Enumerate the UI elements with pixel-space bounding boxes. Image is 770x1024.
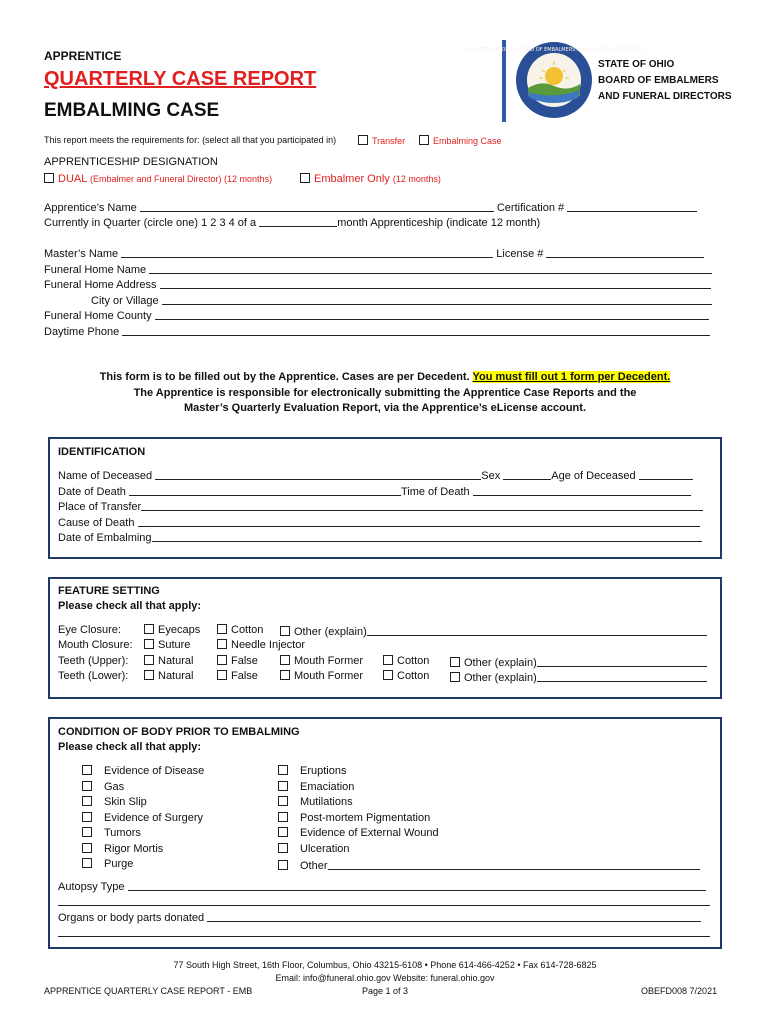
eye-other-input[interactable] xyxy=(367,624,707,636)
time-of-death-input[interactable] xyxy=(473,484,691,496)
condition-instruction: Please check all that apply: xyxy=(58,741,202,753)
funeral-home-address-field[interactable]: Funeral Home Address xyxy=(44,277,711,291)
condition-checkbox[interactable] xyxy=(82,796,92,806)
condition-item[interactable] xyxy=(278,781,354,793)
teeth-upper-label: Teeth (Upper): xyxy=(58,655,129,667)
condition-checkbox[interactable] xyxy=(278,812,288,822)
condition-item[interactable] xyxy=(82,796,147,808)
eyecaps-option[interactable]: Eyecaps xyxy=(144,624,200,636)
transfer-checkbox[interactable] xyxy=(358,135,368,145)
date-of-death-field[interactable]: Date of Death Time of Death xyxy=(58,484,691,498)
footer-contact-line: Email: info@funeral.ohio.gov Website: funeral.ohio.gov xyxy=(275,973,495,983)
lower-false-checkbox[interactable] xyxy=(217,670,227,680)
embalming-case-option[interactable]: Embalming Case xyxy=(419,135,502,146)
condition-item[interactable] xyxy=(82,765,204,777)
funeral-home-name-input[interactable] xyxy=(149,262,712,274)
phone-input[interactable] xyxy=(122,324,710,336)
upper-natural-option[interactable]: Natural xyxy=(144,655,193,667)
upper-false-option[interactable]: False xyxy=(217,655,258,667)
teeth-lower-label: Teeth (Lower): xyxy=(58,670,129,682)
eye-other-option[interactable]: Other (explain) xyxy=(280,624,707,638)
feature-setting-instruction: Please check all that apply: xyxy=(58,600,202,612)
lower-other-input[interactable] xyxy=(537,670,707,682)
condition-item[interactable] xyxy=(82,858,133,870)
lower-other-checkbox[interactable] xyxy=(450,672,460,682)
condition-item[interactable] xyxy=(82,843,163,855)
condition-checkbox[interactable] xyxy=(82,765,92,775)
page-subtitle: EMBALMING CASE xyxy=(44,100,220,121)
month-input[interactable] xyxy=(259,215,337,227)
agency-line-2: BOARD OF EMBALMERS xyxy=(598,75,719,86)
condition-item-label: Emaciation xyxy=(300,780,355,793)
city-field[interactable]: City or Village xyxy=(91,293,712,307)
condition-item-label: Evidence of Surgery xyxy=(104,811,204,824)
footer-address-line: 77 South High Street, 16th Floor, Columbus, Ohio 43215-6108 • Phone 614-466-4252 • Fax 614-728-6825 xyxy=(173,960,597,970)
place-of-transfer-input[interactable] xyxy=(141,499,703,511)
condition-item-label: Gas xyxy=(104,780,125,793)
eyecaps-checkbox[interactable] xyxy=(144,624,154,634)
lower-natural-option[interactable]: Natural xyxy=(144,670,193,682)
license-input[interactable] xyxy=(546,246,704,258)
designation-heading: APPRENTICESHIP DESIGNATION xyxy=(44,156,218,168)
lower-cotton-checkbox[interactable] xyxy=(383,670,393,680)
condition-item[interactable] xyxy=(278,843,350,855)
cause-of-death-field[interactable]: Cause of Death xyxy=(58,515,700,529)
instructions-line-1: This form is to be filled out by the Apprentice. Cases are per Decedent. You must fill out 1 form per Decedent. xyxy=(99,371,671,383)
agency-line-3: AND FUNERAL DIRECTORS xyxy=(598,91,732,102)
funeral-home-name-field[interactable]: Funeral Home Name xyxy=(44,262,712,276)
condition-item[interactable] xyxy=(82,812,203,824)
condition-item-label: Ulceration xyxy=(300,842,350,855)
dual-option[interactable]: DUAL (Embalmer and Funeral Director) (12 months) xyxy=(44,173,272,185)
page-title: QUARTERLY CASE REPORT xyxy=(44,68,317,90)
condition-item[interactable] xyxy=(278,796,353,808)
seal-text: THE STATE OF OHIO BOARD OF EMBALMERS AND FUNERAL DIRECTORS xyxy=(464,47,644,53)
city-input[interactable] xyxy=(162,293,712,305)
condition-checkbox[interactable] xyxy=(278,765,288,775)
funeral-home-address-input[interactable] xyxy=(160,277,711,289)
upper-other-option[interactable]: Other (explain) xyxy=(450,655,707,669)
condition-item-label: Skin Slip xyxy=(104,796,147,808)
date-of-death-input[interactable] xyxy=(129,484,401,496)
eye-cotton-checkbox[interactable] xyxy=(217,624,227,634)
eye-other-checkbox[interactable] xyxy=(280,626,290,636)
apprentice-name-input[interactable] xyxy=(140,200,494,212)
ohio-seal-icon xyxy=(464,40,644,120)
condition-checkbox[interactable] xyxy=(82,812,92,822)
date-of-embalming-input[interactable] xyxy=(152,530,702,542)
condition-checkbox[interactable] xyxy=(82,781,92,791)
suture-checkbox[interactable] xyxy=(144,639,154,649)
condition-other-input[interactable] xyxy=(328,858,700,870)
lower-cotton-option[interactable]: Cotton xyxy=(383,670,429,682)
condition-item[interactable] xyxy=(82,827,141,839)
upper-other-checkbox[interactable] xyxy=(450,657,460,667)
cause-of-death-input[interactable] xyxy=(138,515,700,527)
condition-item[interactable] xyxy=(278,765,346,777)
feature-setting-heading: FEATURE SETTING xyxy=(58,585,160,597)
mouth-closure-label: Mouth Closure: xyxy=(58,639,133,651)
lower-false-option[interactable]: False xyxy=(217,670,258,682)
needle-injector-checkbox[interactable] xyxy=(217,639,227,649)
needle-injector-option[interactable]: Needle Injector xyxy=(217,639,305,651)
apprentice-label: APPRENTICE xyxy=(44,49,122,63)
autopsy-type-field[interactable]: Autopsy Type xyxy=(58,879,706,893)
embalmer-only-checkbox[interactable] xyxy=(300,173,310,183)
condition-checkbox[interactable] xyxy=(278,860,288,870)
master-name-field[interactable]: Master’s Name License # xyxy=(44,246,704,260)
master-name-input[interactable] xyxy=(121,246,493,258)
apprentice-name-field[interactable]: Apprentice’s Name Certification # xyxy=(44,200,697,214)
deceased-name-input[interactable] xyxy=(155,468,481,480)
certification-input[interactable] xyxy=(567,200,697,212)
instructions-highlight: You must fill out 1 form per Decedent. xyxy=(472,371,671,383)
organs-extra-line[interactable] xyxy=(58,936,710,937)
lower-other-option[interactable]: Other (explain) xyxy=(450,670,707,684)
condition-item[interactable] xyxy=(278,812,430,824)
condition-item-label: Eruptions xyxy=(300,765,347,777)
condition-item[interactable] xyxy=(278,827,439,839)
condition-item-label: Purge xyxy=(104,858,134,870)
condition-heading: CONDITION OF BODY PRIOR TO EMBALMING xyxy=(58,726,300,738)
lower-mouth-former-option[interactable]: Mouth Former xyxy=(280,670,363,682)
dual-checkbox[interactable] xyxy=(44,173,54,183)
eye-closure-label: Eye Closure: xyxy=(58,624,121,636)
footer-page-number: Page 1 of 3 xyxy=(361,986,409,996)
upper-false-checkbox[interactable] xyxy=(217,655,227,665)
upper-cotton-option[interactable]: Cotton xyxy=(383,655,429,667)
upper-other-input[interactable] xyxy=(537,655,707,667)
lower-mouth-former-checkbox[interactable] xyxy=(280,670,290,680)
date-of-embalming-field[interactable]: Date of Embalming xyxy=(58,530,702,544)
condition-checkbox[interactable] xyxy=(82,858,92,868)
organs-donated-input[interactable] xyxy=(207,910,701,922)
condition-checkbox[interactable] xyxy=(278,796,288,806)
condition-checkbox[interactable] xyxy=(278,781,288,791)
organs-donated-field[interactable]: Organs or body parts donated xyxy=(58,910,701,924)
condition-item[interactable] xyxy=(82,781,124,793)
phone-field[interactable]: Daytime Phone xyxy=(44,324,710,338)
upper-cotton-checkbox[interactable] xyxy=(383,655,393,665)
identification-heading: IDENTIFICATION xyxy=(58,446,146,458)
embalming-case-checkbox[interactable] xyxy=(419,135,429,145)
deceased-name-field[interactable]: Name of Deceased Sex Age of Deceased xyxy=(58,468,693,482)
condition-item-label: Mutilations xyxy=(300,796,353,808)
condition-item-label: Rigor Mortis xyxy=(104,842,164,855)
lower-natural-checkbox[interactable] xyxy=(144,670,154,680)
condition-item-label: Other xyxy=(300,860,328,872)
eye-cotton-option[interactable]: Cotton xyxy=(217,624,263,636)
condition-checkbox[interactable] xyxy=(278,843,288,853)
quarter-field[interactable]: Currently in Quarter (circle one) 1 2 3 4 of a month Apprenticeship (indicate 12 month) xyxy=(44,217,541,229)
condition-item-label: Post-mortem Pigmentation xyxy=(300,811,431,824)
county-field[interactable]: Funeral Home County xyxy=(44,308,709,322)
upper-mouth-former-checkbox[interactable] xyxy=(280,655,290,665)
condition-checkbox[interactable] xyxy=(82,827,92,837)
suture-option[interactable]: Suture xyxy=(144,639,190,651)
footer-form-code: OBEFD008 7/2021 xyxy=(641,986,718,996)
condition-item-label: Tumors xyxy=(104,827,141,839)
footer-form-name: APPRENTICE QUARTERLY CASE REPORT - EMB xyxy=(44,986,253,996)
autopsy-type-input[interactable] xyxy=(128,879,706,891)
transfer-option[interactable]: Transfer xyxy=(358,135,405,146)
agency-line-1: STATE OF OHIO xyxy=(598,59,675,70)
upper-mouth-former-option[interactable]: Mouth Former xyxy=(280,655,363,667)
place-of-transfer-field[interactable]: Place of Transfer xyxy=(58,499,703,513)
age-input[interactable] xyxy=(639,468,693,480)
instructions-line-2: The Apprentice is responsible for electronically submitting the Apprentice Case Reports and the xyxy=(133,387,637,399)
autopsy-extra-line[interactable] xyxy=(58,905,710,906)
condition-checkbox[interactable] xyxy=(82,843,92,853)
embalmer-only-option[interactable]: Embalmer Only (12 months) xyxy=(300,173,441,185)
requirements-text: This report meets the requirements for: (select all that you participated in) xyxy=(44,135,337,145)
sex-input[interactable] xyxy=(503,468,551,480)
upper-natural-checkbox[interactable] xyxy=(144,655,154,665)
condition-item-label: Evidence of Disease xyxy=(104,765,205,777)
condition-item[interactable] xyxy=(278,858,700,872)
instructions-line-3: Master’s Quarterly Evaluation Report, via the Apprentice’s eLicense account. xyxy=(183,402,587,414)
county-input[interactable] xyxy=(155,308,709,320)
condition-checkbox[interactable] xyxy=(278,827,288,837)
condition-item-label: Evidence of External Wound xyxy=(300,827,439,839)
